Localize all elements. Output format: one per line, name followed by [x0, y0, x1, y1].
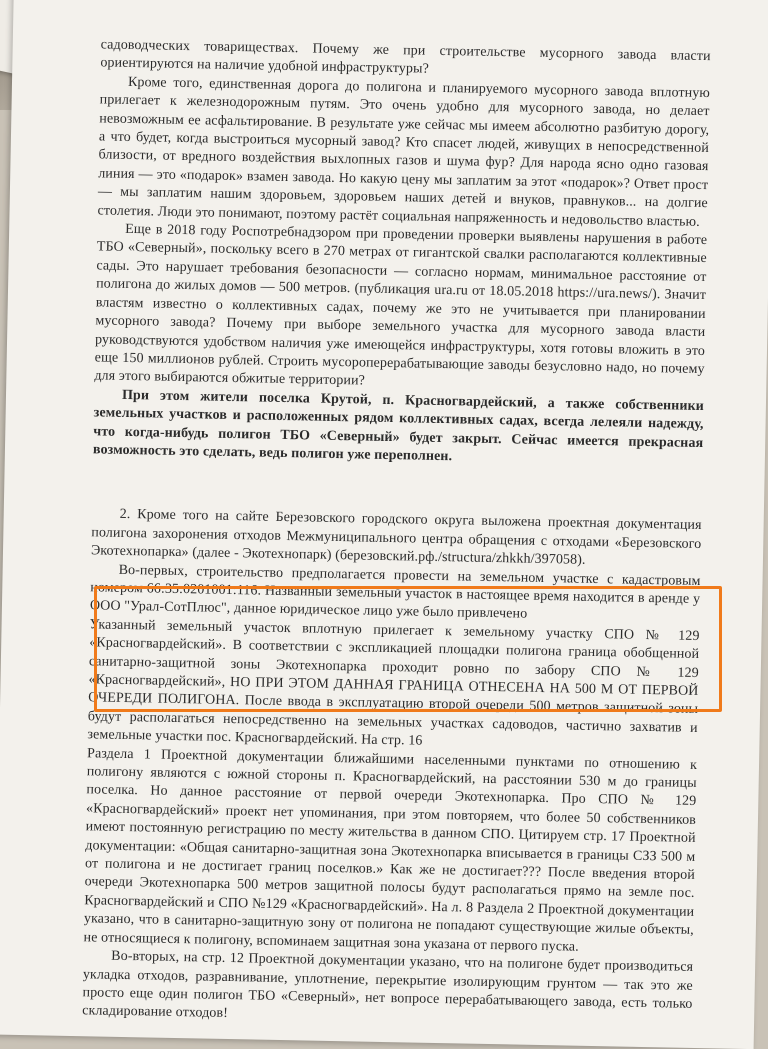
paragraph-4-bold: При этом жители поселка Крутой, п. Красногвардейский, а также собственники земельных участков и расположенных рядом коллективных садах, всегда лелеяли надежду, что когда-нибудь полигон ТБО «Северный» будет закрыт. Сейчас имеется прекрасная возможность это сделать, ведь полигон уже переполнен. — [92, 387, 705, 465]
paragraph-3: Еще в 2018 году Роспотребнадзором при проведении проверки выявлены нарушения в работе ТБО «Северный», поскольку всего в 270 метрах от гигантской свалки располагаются коллективные сады. Это нарушает требования безопасности — согласно нормам, минимальное расстояние от полигона до жилых домов — 500 метров. (публикация ura.ru от 18.05.2018 https://ura.news/). Значит властям известно о коллективных садах, почему же это не учитывается при планировании мусорного завода? Почему при выборе земельного участка для мусорного завода власти руководствуются удобством наличия уже имеющейся инфраструктуры, хотя готовы вложить в это еще 150 миллионов рублей. Строить мусороперерабатывающие заводы безусловно надо, но почему для этого выбираются обжитые территории? — [94, 221, 708, 389]
paragraph-1: садоводческих товариществах. Почему же при строительстве мусорного завода власти ориентируются на наличие удобной инфраструктуры? — [100, 37, 711, 78]
paragraph-9: Во-вторых, на стр. 12 Проектной документации указано, что на полигоне будет производиться укладка отходов, разравнивание, уплотнение, перекрытие изолирующим грунтом — так это же просто еще один полигон ТБО «Северный», нет вопросе перерабатывающего завода, есть только складирование отходов! — [82, 948, 694, 1022]
document-body — [82, 36, 711, 1032]
paragraph-7-highlighted: Указанный земельный участок вплотную прилегает к земельному участку СПО № 129 «Красногвардейский». В соответствии с экспликацией площадки полигона граница обобщенной санитарно-защитной зоны Экотехнопарка проходит ровно по забору СПО № 129 «Красногвардейский», НО ПРИ ЭТОМ ДАННАЯ ГРАНИЦА ОТНЕСЕНА НА 500 М ОТ ПЕРВОЙ ОЧЕРЕДИ ПОЛИГОНА. После ввода в эксплуатацию второй очереди 500 метров защитной зоны будут располагаться непосредственно на земельных участках садоводов, частично захватив и земельные участки пос. Красногвардейский. На стр. 16 — [87, 617, 700, 749]
highlight-box — [94, 586, 722, 712]
paragraph-2: Кроме того, единственная дорога до полигона и планируемого мусорного завода вплотную прилегает к железнодорожным путям. Это очень удобно для мусорного завода, но делает невозможным ее асфальтирование. В результате уже сейчас мы имеем абсолютно разбитую дорогу, а что будет, когда выстроиться мусорный завод? Кто спасет людей, живущих в непосредственной близости, от вредного воздействия выхлопных газов и шума фур? Для народа ясно одно газовая линия — это «подарок» взамен завода. Но какую цену мы заплатим за этот «подарок»? Ответ прост — мы заплатим нашим здоровьем, здоровьем наших детей и внуков, правнуков... на долгие столетия. Люди это понимают, поэтому растёт социальная напряженность и недовольство властью. — [97, 74, 711, 230]
paragraph-8: Раздела 1 Проектной документации ближайшими населенными пунктами по отношению к полигону являются с южной стороны п. Красногвардейский, на расстоянии 530 м до границы поселка. Но данное расстояние от первой очереди Экотехнопарка. Про СПО № 129 «Красногвардейский» проект нет упоминания, при этом повторяем, что более 50 собственников имеют постоянную регистрацию по месту жительства в данном СПО. Цитируем стр. 17 Проектной документации: «Общая санитарно-защитная зона Экотехнопарка вписывается в границы СЗЗ 500 м от полигона и не достигает границ поселков.» Как же не достигает??? После введения второй очереди Экотехнопарка 500 метров защитной полосы будут располагаться прямо на земле пос. Красногвардейский и СПО №129 «Красногвардейский». На л. 8 Раздела 2 Проектной документации указано, что в санитарно-защитную зону от полигона не попадают существующие жилые объекты, не относящиеся к полигону, вспоминаем защитная зона указана от первого пуска. — [83, 745, 698, 955]
paragraph-6: Во-первых, строительство предполагается провести на земельном участке с кадастровым номером 66:35:0201001:116. Названный земельный участок в настоящее время находится в аренде у ООО "Урал-СотПлюс", данное юридическое лицо уже было привлечено — [89, 562, 701, 623]
paragraph-5-numbered: 2. Кроме того на сайте Березовского городского округа выложена проектная документация полигона захоронения отходов Межмуниципального центра обращения с отходами «Березовского Экотехнопарка» (далее - Экотехнопарк) (березовский.рф./structura/zhkkh/397058). — [90, 507, 702, 568]
